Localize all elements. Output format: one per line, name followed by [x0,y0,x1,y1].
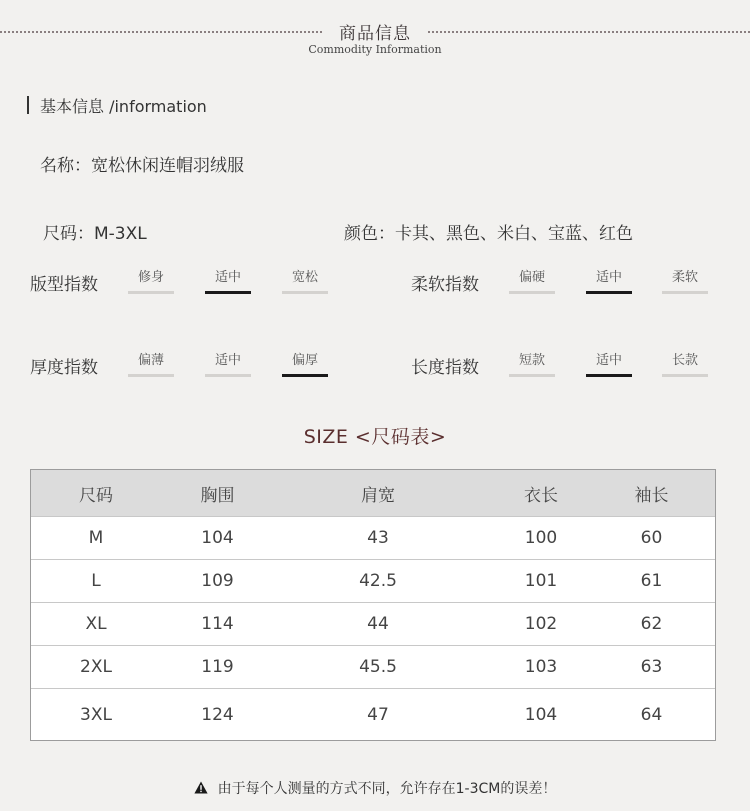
length-option-long: 长款 [671,353,698,368]
fit-option-regular-bar [205,291,251,294]
cell-size: 3XL [80,704,112,725]
cell-chest: 124 [201,704,234,725]
fit-option-slim-bar [128,291,174,294]
cell-sleeve: 64 [640,704,663,725]
page-title: 商品信息 [339,24,411,44]
fit-index-label: 版型指数 [30,275,98,295]
thickness-option-thin-bar [128,374,174,377]
cell-shoulder: 42.5 [359,571,397,591]
fit-option-loose: 宽松 [291,270,318,285]
cell-length: 102 [524,614,558,634]
table-row [31,688,715,740]
header-cell-size: 尺码 [79,485,113,506]
cell-length: 104 [524,704,558,725]
softness-option-soft-bar [662,291,708,294]
cell-size: 2XL [80,657,112,677]
measurement-note-text: 由于每个人测量的方式不同，允许存在1-3CM的误差！ [217,781,557,797]
cell-shoulder: 44 [367,614,389,634]
fit-option-loose-bar [282,291,328,294]
cell-shoulder: 45.5 [359,657,397,677]
fit-option-regular: 适中 [214,270,241,285]
product-color-label: 颜色： [344,224,395,244]
cell-shoulder: 43 [367,528,389,548]
cell-size: L [91,571,101,591]
cell-chest: 109 [201,571,234,591]
softness-option-medium-bar [586,291,632,294]
cell-chest: 104 [201,528,234,548]
section-title: 基本信息 /information [40,97,207,116]
cell-size: M [88,528,104,548]
product-size-label: 尺码： [43,224,94,244]
thickness-index-label: 厚度指数 [30,358,98,378]
thickness-option-thick-bar [282,374,328,377]
thickness-option-thin: 偏薄 [137,353,164,368]
header-cell-sleeve: 袖长 [634,485,669,506]
cell-sleeve: 61 [640,571,663,591]
header-cell-shoulder: 肩宽 [361,485,395,506]
length-option-short-bar [509,374,555,377]
cell-sleeve: 63 [640,657,663,677]
cell-length: 101 [524,571,558,591]
product-size-row [43,219,147,244]
warning-icon [194,781,208,794]
section-marker [27,96,29,114]
product-color-row [344,219,633,244]
header-cell-length: 衣长 [524,485,558,506]
thickness-option-thick: 偏厚 [291,353,318,368]
softness-option-medium: 适中 [595,270,622,285]
thickness-option-medium-bar [205,374,251,377]
product-size-value: M-3XL [94,224,147,244]
length-option-medium-bar [586,374,632,377]
cell-chest: 114 [201,614,234,634]
length-option-medium: 适中 [595,353,622,368]
measurement-note [0,778,750,798]
length-option-short: 短款 [518,353,545,368]
softness-option-soft: 柔软 [671,270,698,285]
cell-chest: 119 [201,657,234,677]
size-chart-title: SIZE <尺码表> [303,426,447,448]
product-name-label: 名称： [40,156,91,176]
cell-sleeve: 60 [640,528,663,548]
table-row [31,559,715,602]
size-table-header [31,470,715,516]
cell-length: 103 [524,657,558,677]
page-subtitle: Commodity Information [308,43,442,56]
softness-option-hard-bar [509,291,555,294]
length-option-long-bar [662,374,708,377]
product-name-value: 宽松休闲连帽羽绒服 [91,156,244,176]
length-index-label: 长度指数 [411,358,479,378]
table-row [31,516,715,559]
cell-size: XL [85,614,107,634]
product-color-value: 卡其、黑色、米白、宝蓝、红色 [395,224,633,244]
softness-index-label: 柔软指数 [411,275,479,295]
table-row [31,602,715,645]
cell-sleeve: 62 [640,614,663,634]
size-table [30,469,716,741]
thickness-option-medium: 适中 [214,353,241,368]
fit-option-slim: 修身 [137,270,164,285]
product-name-row [40,151,244,176]
cell-shoulder: 47 [367,704,389,725]
header-cell-chest: 胸围 [200,485,235,506]
cell-length: 100 [524,528,558,548]
softness-option-hard: 偏硬 [518,270,545,285]
table-row [31,645,715,688]
